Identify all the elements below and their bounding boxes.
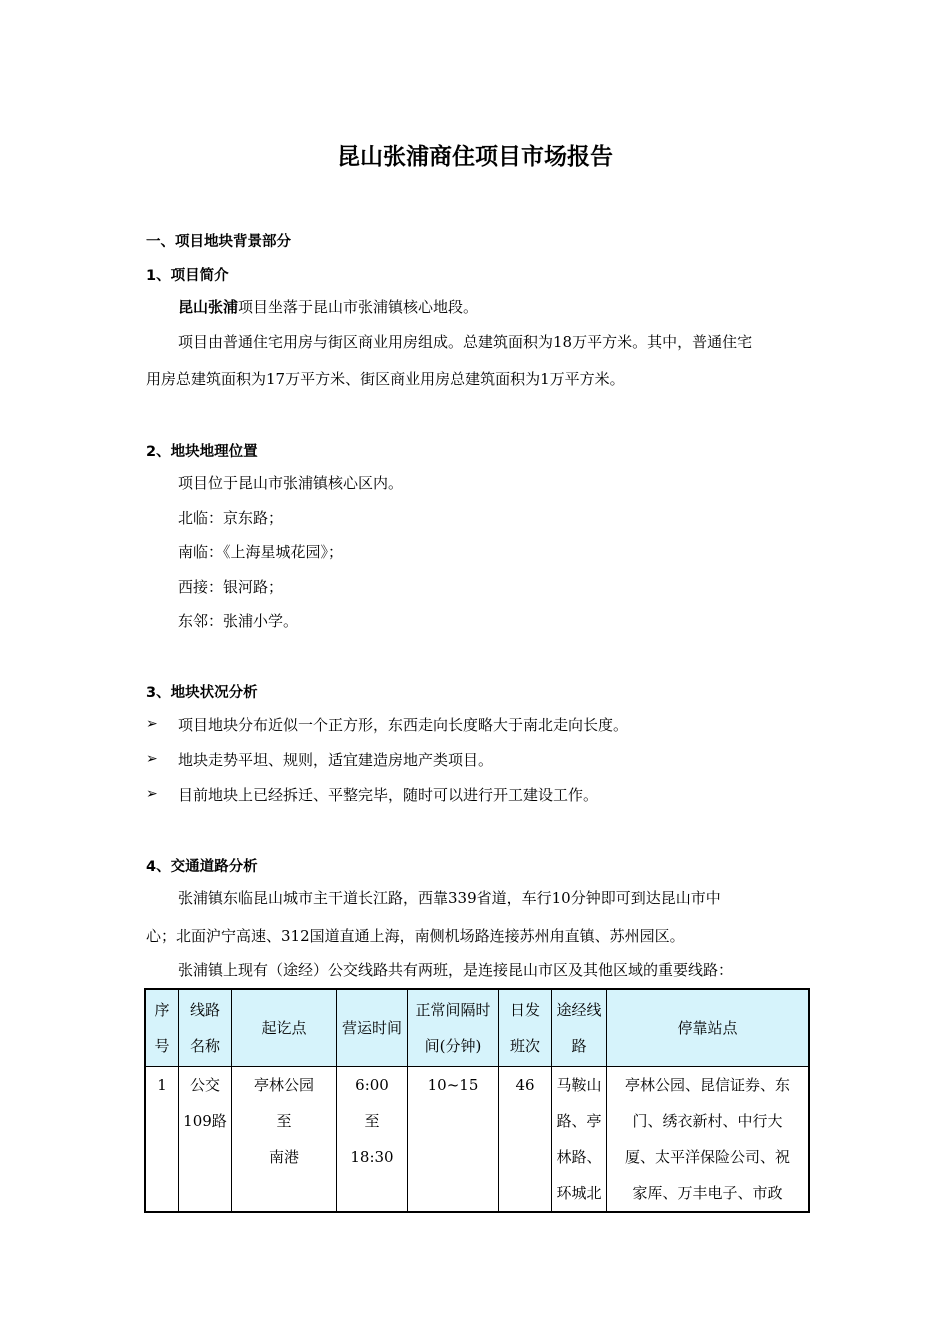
paragraph-line: 张浦镇东临昆山城市主干道长江路，西靠339省道，车行10分钟即可到达昆山市中 [178, 889, 721, 907]
cell-route: 公交 109路 [179, 1067, 232, 1213]
paragraph-line: 项目由普通住宅用房与街区商业用房组成。总建筑面积为18万平方米。其中，普通住宅 [178, 333, 753, 351]
header-endpoints: 起讫点 [232, 989, 337, 1067]
header-interval: 正常间隔时 间(分钟) [408, 989, 499, 1067]
bullet-item: 地块走势平坦、规则，适宜建造房地产类项目。 [178, 751, 494, 769]
location-line: 西接：银河路； [178, 578, 284, 596]
cell-interval: 10~15 [408, 1067, 499, 1213]
location-line: 南临：《上海星城花园》； [178, 543, 344, 561]
paragraph-line: 心；北面沪宁高速、312国道直通上海，南侧机场路连接苏州甪直镇、苏州园区。 [146, 927, 685, 945]
cell-hours: 6:00 至 18:30 [337, 1067, 408, 1213]
subsection-heading-location: 2、地块地理位置 [146, 444, 258, 460]
header-seq: 序 号 [145, 989, 179, 1067]
bullet-arrow-icon: ➢ [146, 751, 158, 767]
bold-text: 昆山张浦 [178, 298, 239, 316]
cell-stops: 亭林公园、昆信证券、东 门、绣衣新村、中行大 厦、太平洋保险公司、祝 家厍、万丰电子、市政 [607, 1067, 810, 1213]
bullet-arrow-icon: ➢ [146, 786, 158, 802]
location-line: 北临：京东路； [178, 509, 284, 527]
header-route: 线路 名称 [179, 989, 232, 1067]
location-line: 项目位于昆山市张浦镇核心区内。 [178, 474, 404, 492]
header-hours: 营运时间 [337, 989, 408, 1067]
cell-seq: 1 [145, 1067, 179, 1213]
table-row [145, 1067, 809, 1213]
page-title: 昆山张浦商住项目市场报告 [337, 144, 613, 170]
bullet-arrow-icon: ➢ [146, 716, 158, 732]
table-header-row [145, 989, 809, 1067]
location-line: 东邻：张浦小学。 [178, 612, 299, 630]
cell-via: 马鞍山 路、亭 林路、 环城北 [552, 1067, 607, 1213]
section-heading: 一、项目地块背景部分 [146, 234, 291, 250]
subsection-heading-project-intro: 1、项目简介 [146, 268, 229, 284]
header-via: 途经线 路 [552, 989, 607, 1067]
cell-endpoints: 亭林公园 至 南港 [232, 1067, 337, 1213]
header-daily: 日发 班次 [499, 989, 552, 1067]
header-stops: 停靠站点 [607, 989, 810, 1067]
paragraph [178, 297, 478, 317]
bus-route-table [144, 988, 810, 1213]
cell-daily: 46 [499, 1067, 552, 1213]
paragraph-line: 用房总建筑面积为17万平方米、街区商业用房总建筑面积为1万平方米。 [146, 370, 625, 388]
bullet-item: 目前地块上已经拆迁、平整完毕，随时可以进行开工建设工作。 [178, 786, 599, 804]
subsection-heading-traffic: 4、交通道路分析 [146, 859, 258, 875]
paragraph-line: 张浦镇上现有（途经）公交线路共有两班，是连接昆山市区及其他区域的重要线路： [178, 961, 734, 979]
subsection-heading-site-analysis: 3、地块状况分析 [146, 685, 258, 701]
text: 项目坐落于昆山市张浦镇核心地段。 [238, 298, 479, 316]
bullet-item: 项目地块分布近似一个正方形，东西走向长度略大于南北走向长度。 [178, 716, 629, 734]
